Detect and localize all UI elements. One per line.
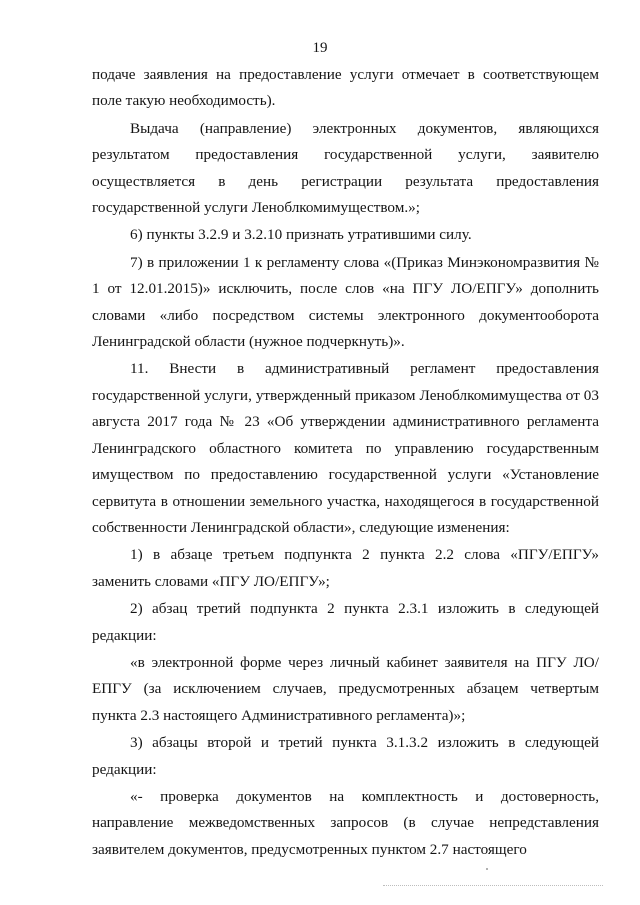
paragraph-quote-check: «- проверка документов на комплектность и достоверность, направление межведомственных запросов (в случае непредставления заявителем документов, предусмотренных пунктом 2.7 настоящего [92, 787, 599, 858]
paragraph-sub-2: 2) абзац третий подпункта 2 пункта 2.3.1 изложить в следующей редакции: [92, 600, 599, 644]
paragraph-item-6: 6) пункты 3.2.9 и 3.2.10 признать утратившими силу. [130, 226, 472, 244]
scan-edge-mark [383, 885, 603, 887]
paragraph-section-11: 11. Внести в административный регламент предоставления государственной услуги, утвержденный приказом Леноблкомимущества от 03 августа 2017 года № 23 «Об утверждении административного регламента Ленинградского областного комитета по управлению государственным имуществом по предоставлению государственной услуги «Установление сервитута в отношении земельного участка, находящегося в государственной собственности Ленинградской области», следующие изменения: [92, 360, 599, 536]
paragraph-quote-electronic: «в электронной форме через личный кабинет заявителя на ПГУ ЛО/ЕПГУ (за исключением случаев, предусмотренных абзацем четвертым пункта 2.3 настоящего Административного регламента)»; [92, 653, 599, 724]
page-number: 19 [312, 40, 328, 56]
paragraph-continuation: подаче заявления на предоставление услуги отмечает в соответствующем поле такую необходимость). [92, 66, 599, 110]
paragraph-item-7: 7) в приложении 1 к регламенту слова «(Приказ Минэкономразвития № 1 от 12.01.2015)» исключить, после слов «на ПГУ ЛО/ЕПГУ» дополнить словами «либо посредством системы электронного документооборота Ленинградской области (нужное подчеркнуть)». [92, 253, 599, 351]
paragraph-issuance: Выдача (направление) электронных документов, являющихся результатом предоставления государственной услуги, заявителю осуществляется в день регистрации результата предоставления государственной услуги Леноблкомимуществом.»; [92, 119, 599, 217]
scan-speck [486, 868, 488, 870]
paragraph-sub-1: 1) в абзаце третьем подпункта 2 пункта 2.2 слова «ПГУ/ЕПГУ» заменить словами «ПГУ ЛО/ЕПГУ»; [92, 546, 599, 590]
document-body [92, 62, 599, 863]
paragraph-sub-3: 3) абзацы второй и третий пункта 3.1.3.2 изложить в следующей редакции: [92, 734, 599, 778]
